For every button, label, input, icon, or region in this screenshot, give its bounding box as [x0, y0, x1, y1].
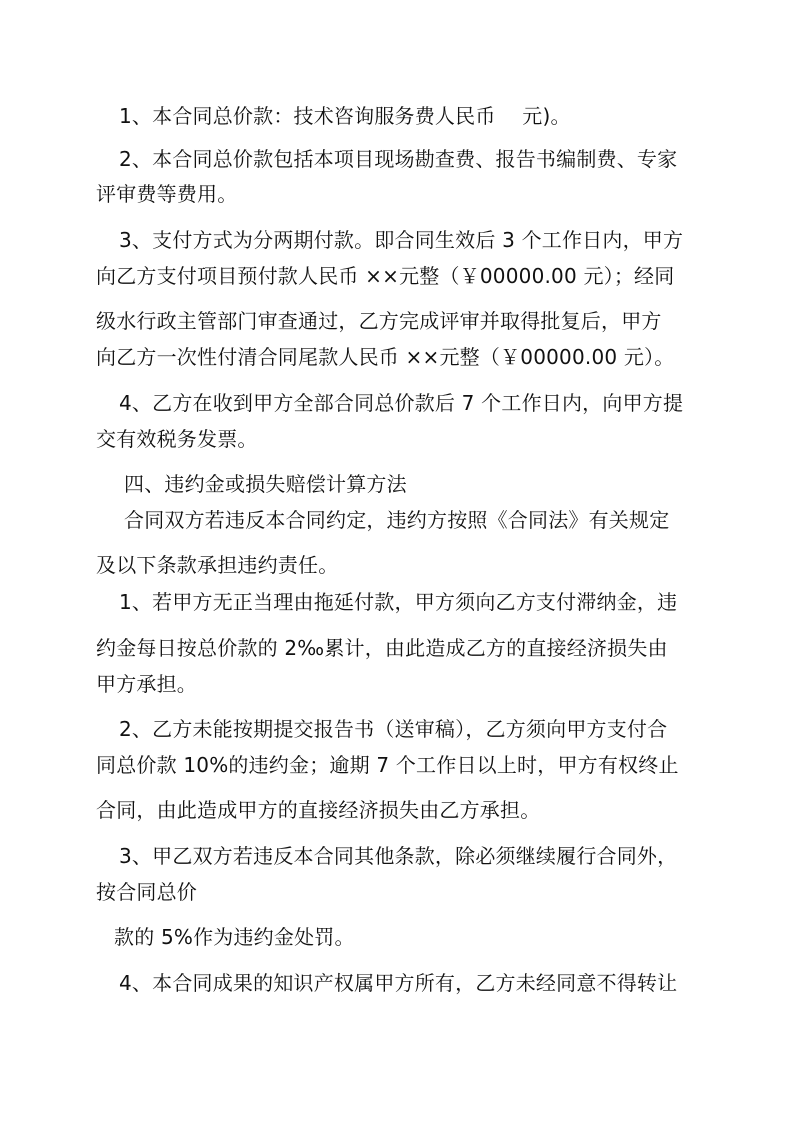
penalty-clause-1-cont-2: 甲方承担。	[96, 672, 197, 696]
section-heading-penalty: 四、违约金或损失赔偿计算方法	[124, 472, 407, 496]
payment-clause-1: 1、本合同总价款：技术咨询服务费人民币 元)。	[119, 104, 571, 128]
penalty-clause-2-cont-1: 同总价款 10%的违约金；逾期 7 个工作日以上时，甲方有权终止	[96, 753, 679, 777]
penalty-intro: 合同双方若违反本合同约定，违约方按照《合同法》有关规定	[124, 508, 670, 532]
penalty-intro-cont: 及以下条款承担违约责任。	[96, 553, 339, 577]
payment-clause-3-cont-3: 向乙方一次性付清合同尾款人民币 ××元整（￥00000.00 元）。	[96, 345, 675, 369]
penalty-clause-2: 2、乙方未能按期提交报告书（送审稿），乙方须向甲方支付合	[119, 717, 668, 741]
payment-clause-2: 2、本合同总价款包括本项目现场勘查费、报告书编制费、专家	[119, 147, 678, 171]
payment-clause-3-cont-2: 级水行政主管部门审查通过，乙方完成评审并取得批复后，甲方	[96, 309, 662, 333]
payment-clause-3-cont-1: 向乙方支付项目预付款人民币 ××元整（￥00000.00 元）；经同	[96, 264, 675, 288]
penalty-clause-4: 4、本合同成果的知识产权属甲方所有，乙方未经同意不得转让	[119, 971, 678, 995]
penalty-clause-2-cont-2: 合同，由此造成甲方的直接经济损失由乙方承担。	[96, 798, 541, 822]
penalty-clause-3: 3、甲乙双方若违反本合同其他条款，除必须继续履行合同外，	[119, 844, 678, 868]
payment-clause-4-cont: 交有效税务发票。	[96, 427, 258, 451]
penalty-clause-1: 1、若甲方无正当理由拖延付款，甲方须向乙方支付滞纳金，违	[119, 590, 678, 614]
payment-clause-4: 4、乙方在收到甲方全部合同总价款后 7 个工作日内，向甲方提	[119, 391, 684, 415]
penalty-clause-3-cont-1: 按合同总价	[96, 880, 197, 904]
penalty-clause-3-cont-2: 款的 5%作为违约金处罚。	[114, 925, 355, 949]
payment-clause-3: 3、支付方式为分两期付款。即合同生效后 3 个工作日内，甲方	[119, 228, 684, 252]
penalty-clause-1-cont-1: 约金每日按总价款的 2‰累计，由此造成乙方的直接经济损失由	[96, 636, 668, 660]
payment-clause-2-cont: 评审费等费用。	[96, 182, 238, 206]
